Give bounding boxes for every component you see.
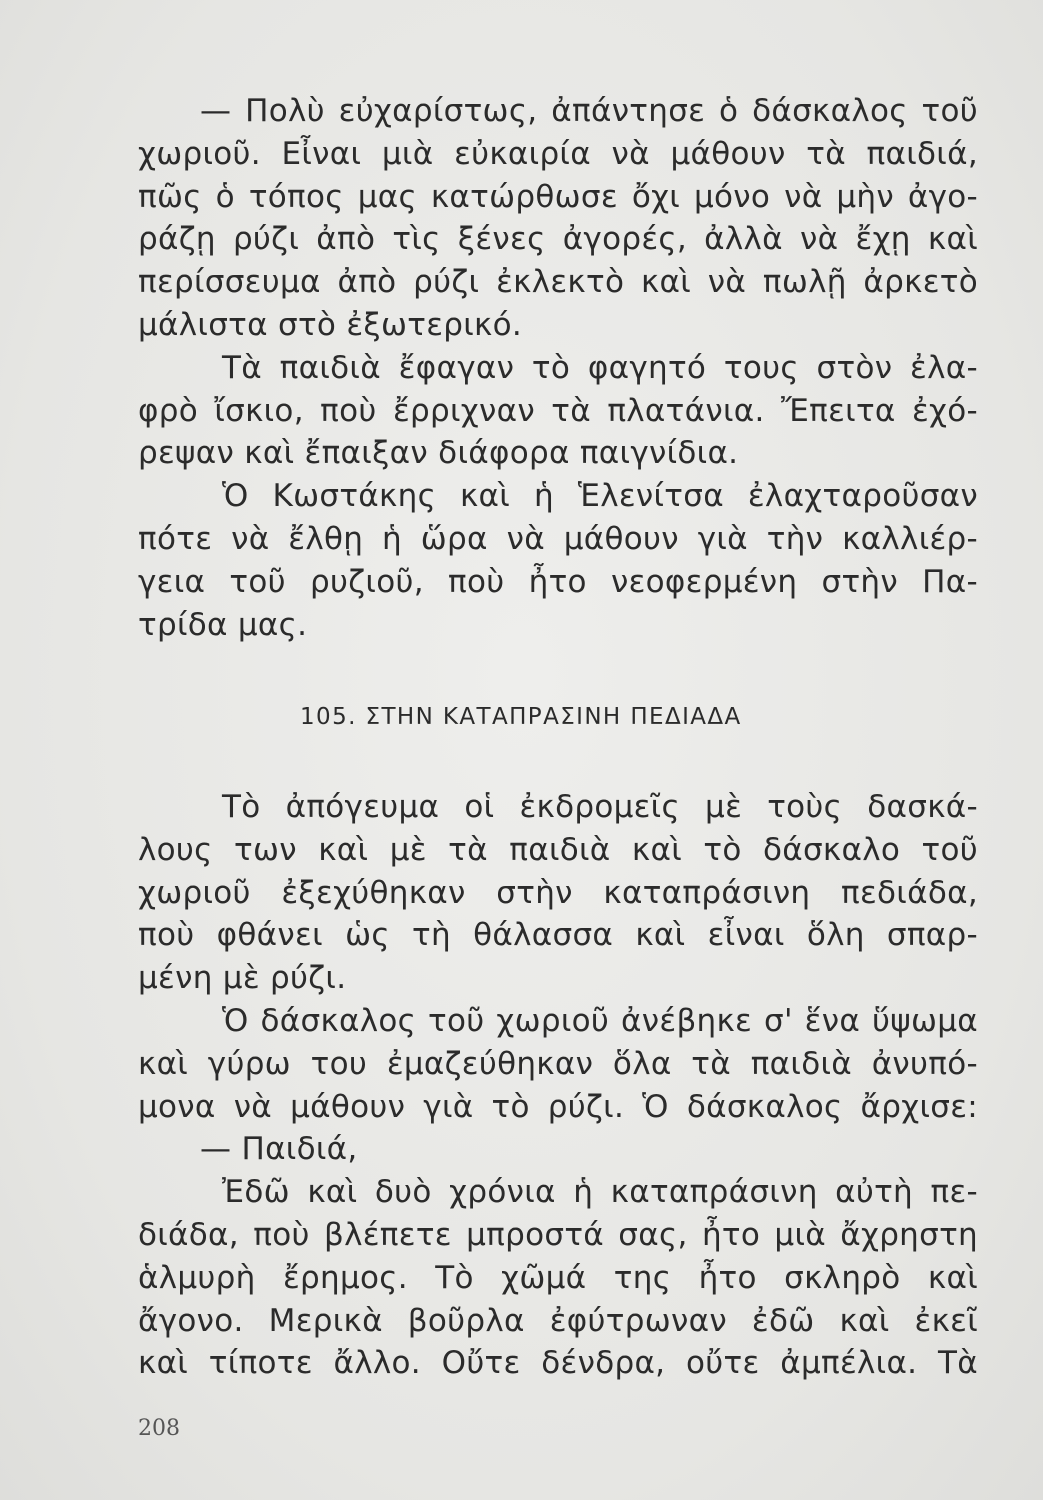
text-line: χωριοῦ ἐξεχύθηκαν στὴν καταπράσινη πεδιάδα, xyxy=(138,874,978,911)
text-line: καὶ γύρω του ἐμαζεύθηκαν ὅλα τὰ παιδιὰ ἀνυπό- xyxy=(138,1045,978,1082)
text-line: καὶ τίποτε ἄλλο. Οὔτε δένδρα, οὔτε ἀμπέλια. Τὰ xyxy=(138,1345,978,1382)
text-line: γεια τοῦ ρυζιοῦ, ποὺ ἦτο νεοφερμένη στὴν Πα- xyxy=(138,563,978,600)
text-line: διάδα, ποὺ βλέπετε μπροστά σας, ἦτο μιὰ ἄχρηστη xyxy=(138,1216,978,1253)
text-line: χωριοῦ. Εἶναι μιὰ εὐκαιρία νὰ μάθουν τὰ παιδιά, xyxy=(138,135,978,172)
body-text-section-b xyxy=(138,786,978,1385)
text-line: φρὸ ἴσκιο, ποὺ ἔρριχναν τὰ πλατάνια. Ἔπειτα ἐχό- xyxy=(138,392,978,429)
text-line: ποὺ φθάνει ὡς τὴ θάλασσα καὶ εἶναι ὅλη σπαρ- xyxy=(138,917,978,954)
text-line: Ὁ δάσκαλος τοῦ χωριοῦ ἀνέβηκε σ' ἕνα ὕψωμα xyxy=(222,1002,978,1039)
text-line: μονα νὰ μάθουν γιὰ τὸ ρύζι. Ὁ δάσκαλος ἄρχισε: xyxy=(138,1088,978,1125)
text-line: — Παιδιά, xyxy=(200,1131,358,1168)
text-line: Τὸ ἀπόγευμα οἱ ἐκδρομεῖς μὲ τοὺς δασκά- xyxy=(222,789,978,825)
text-line: Τὰ παιδιὰ ἔφαγαν τὸ φαγητό τους στὸν ἐλα- xyxy=(222,349,978,386)
text-line: τρίδα μας. xyxy=(138,606,308,643)
text-line: — Πολὺ εὐχαρίστως, ἀπάντησε ὁ δάσκαλος τοῦ xyxy=(200,93,978,129)
text-line: λους των καὶ μὲ τὰ παιδιὰ καὶ τὸ δάσκαλο τοῦ xyxy=(138,831,978,868)
text-line: μάλιστα στὸ ἐξωτερικό. xyxy=(138,306,523,343)
text-line: ἁλμυρὴ ἔρημος. Τὸ χῶμά της ἦτο σκληρὸ καὶ xyxy=(138,1259,978,1296)
body-text-section-a xyxy=(138,90,978,646)
text-line: ἄγονο. Μερικὰ βοῦρλα ἐφύτρωναν ἐδῶ καὶ ἐκεῖ xyxy=(138,1302,978,1339)
text-line: Ἐδῶ καὶ δυὸ χρόνια ἡ καταπράσινη αὐτὴ πε- xyxy=(222,1174,978,1211)
section-heading: 105. ΣΤΗΝ ΚΑΤΑΠΡΑΣΙΝΗ ΠΕΔΙΑΔΑ xyxy=(300,704,742,730)
page-number: 208 xyxy=(138,1416,180,1441)
text-line: περίσσευμα ἀπὸ ρύζι ἐκλεκτὸ καὶ νὰ πωλῇ ἀρκετὸ xyxy=(138,264,978,301)
text-line: Ὁ Κωστάκης καὶ ἡ Ἑλενίτσα ἐλαχταροῦσαν xyxy=(222,478,978,515)
text-line: μένη μὲ ρύζι. xyxy=(138,960,347,997)
text-line: πότε νὰ ἔλθῃ ἡ ὥρα νὰ μάθουν γιὰ τὴν καλλιέρ- xyxy=(138,520,978,557)
text-line: ρεψαν καὶ ἔπαιξαν διάφορα παιγνίδια. xyxy=(138,435,739,472)
text-line: πῶς ὁ τόπος μας κατώρθωσε ὄχι μόνο νὰ μὴν ἀγο- xyxy=(138,178,978,215)
text-line: ράζῃ ρύζι ἀπὸ τὶς ξένες ἀγορές, ἀλλὰ νὰ ἔχῃ καὶ xyxy=(138,221,978,258)
